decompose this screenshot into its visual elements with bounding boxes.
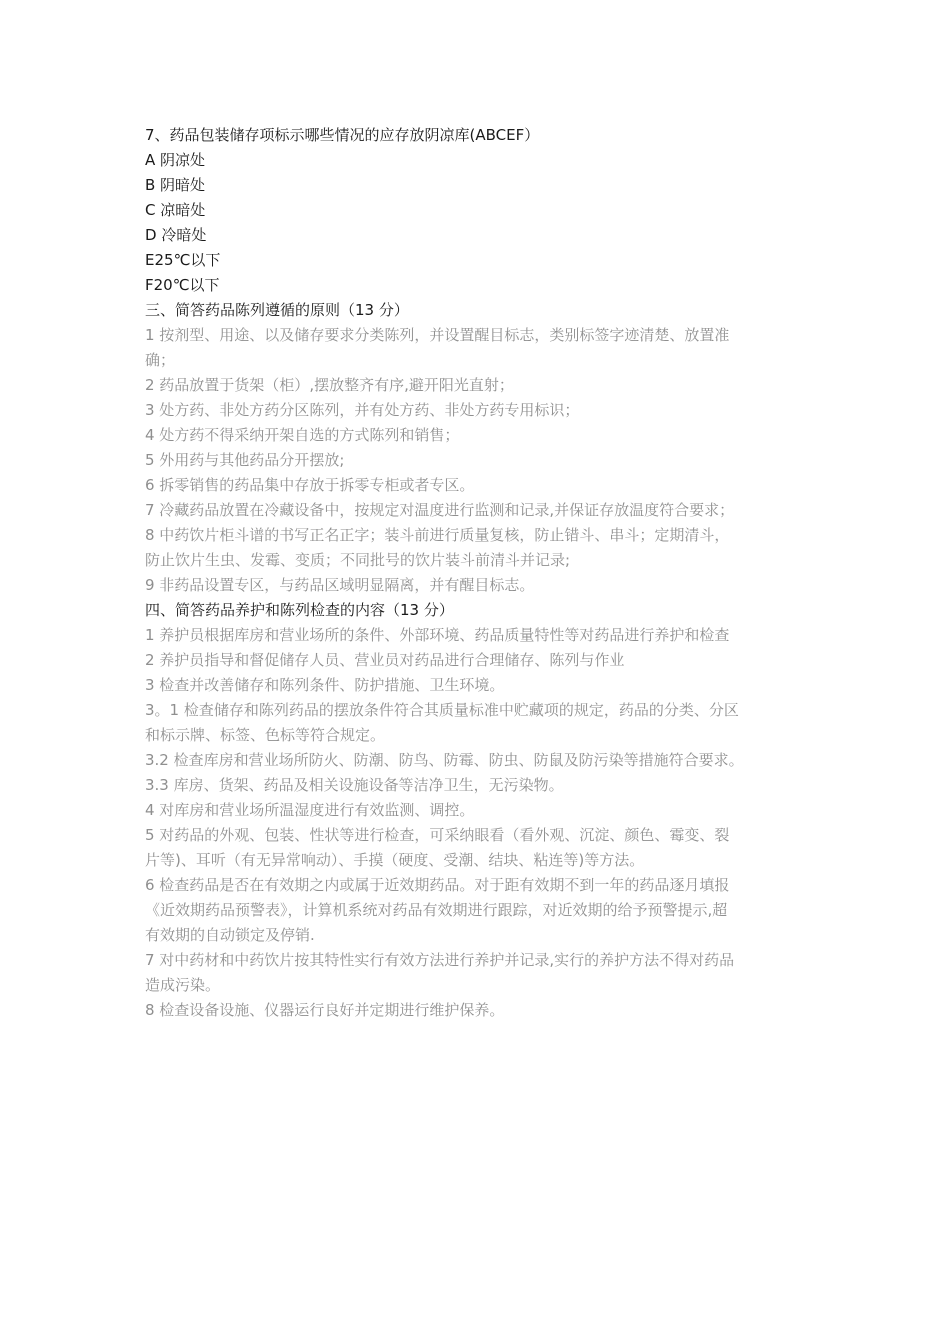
section-4-line: 3。1 检查储存和陈列药品的摆放条件符合其质量标准中贮藏项的规定，药品的分类、分区 (145, 701, 739, 719)
section-4-heading: 四、简答药品养护和陈列检查的内容（13 分） (145, 601, 454, 619)
option-f: F20℃以下 (145, 276, 220, 294)
section-3-line: 防止饮片生虫、发霉、变质；不同批号的饮片装斗前清斗并记录; (145, 551, 571, 569)
section-4-line: 3.2 检查库房和营业场所防火、防潮、防鸟、防霉、防虫、防鼠及防污染等措施符合要求。 (145, 751, 744, 769)
section-3-line: 5 外用药与其他药品分开摆放; (145, 451, 345, 469)
section-4-line: 7 对中药材和中药饮片按其特性实行有效方法进行养护并记录,实行的养护方法不得对药品 (145, 951, 735, 969)
section-4-line: 《近效期药品预警表》，计算机系统对药品有效期进行跟踪，对近效期的给予预警提示,超 (145, 901, 728, 919)
option-b: B 阴暗处 (145, 176, 206, 194)
section-4-line: 1 养护员根据库房和营业场所的条件、外部环境、药品质量特性等对药品进行养护和检查 (145, 626, 730, 644)
section-4-line: 造成污染。 (145, 976, 221, 994)
section-4-line: 和标示牌、标签、色标等符合规定。 (145, 726, 386, 744)
question-7-title: 7、药品包装储存项标示哪些情况的应存放阴凉库(ABCEF） (145, 126, 540, 144)
section-4-line: 5 对药品的外观、包装、性状等进行检查，可采纳眼看（看外观、沉淀、颜色、霉变、裂 (145, 826, 730, 844)
option-a: A 阴凉处 (145, 151, 206, 169)
section-3-line: 6 拆零销售的药品集中存放于拆零专柜或者专区。 (145, 476, 475, 494)
document-body (145, 123, 810, 1023)
option-e: E25℃以下 (145, 251, 221, 269)
section-4-line: 有效期的自动锁定及停销. (145, 926, 315, 944)
section-3-line: 9 非药品设置专区，与药品区域明显隔离，并有醒目标志。 (145, 576, 535, 594)
section-3-line: 4 处方药不得采纳开架自选的方式陈列和销售； (145, 426, 460, 444)
section-3-line: 1 按剂型、用途、以及储存要求分类陈列，并设置醒目标志，类别标签字迹清楚、放置准 (145, 326, 730, 344)
section-4-line: 3.3 库房、货架、药品及相关设施设备等洁净卫生，无污染物。 (145, 776, 564, 794)
section-3-line: 3 处方药、非处方药分区陈列，并有处方药、非处方药专用标识； (145, 401, 580, 419)
section-4-line: 3 检查并改善储存和陈列条件、防护措施、卫生环境。 (145, 676, 505, 694)
option-d: D 冷暗处 (145, 226, 207, 244)
section-3-line: 确； (145, 351, 176, 369)
section-4-line: 4 对库房和营业场所温湿度进行有效监测、调控。 (145, 801, 475, 819)
option-c: C 凉暗处 (145, 201, 206, 219)
section-4-line: 片等)、耳听（有无异常响动）、手摸（硬度、受潮、结块、粘连等)等方法。 (145, 851, 645, 869)
section-3-line: 2 药品放置于货架（柜）,摆放整齐有序,避开阳光直射； (145, 376, 514, 394)
section-4-line: 6 检查药品是否在有效期之内或属于近效期药品。对于距有效期不到一年的药品逐月填报 (145, 876, 730, 894)
section-3-line: 7 冷藏药品放置在冷藏设备中，按规定对温度进行监测和记录,并保证存放温度符合要求； (145, 501, 735, 519)
section-4-line: 2 养护员指导和督促储存人员、营业员对药品进行合理储存、陈列与作业 (145, 651, 625, 669)
section-3-line: 8 中药饮片柜斗谱的书写正名正字；装斗前进行质量复核，防止错斗、串斗；定期清斗， (145, 526, 730, 544)
section-4-line: 8 检查设备设施、仪器运行良好并定期进行维护保养。 (145, 1001, 505, 1019)
section-3-heading: 三、简答药品陈列遵循的原则（13 分） (145, 301, 409, 319)
